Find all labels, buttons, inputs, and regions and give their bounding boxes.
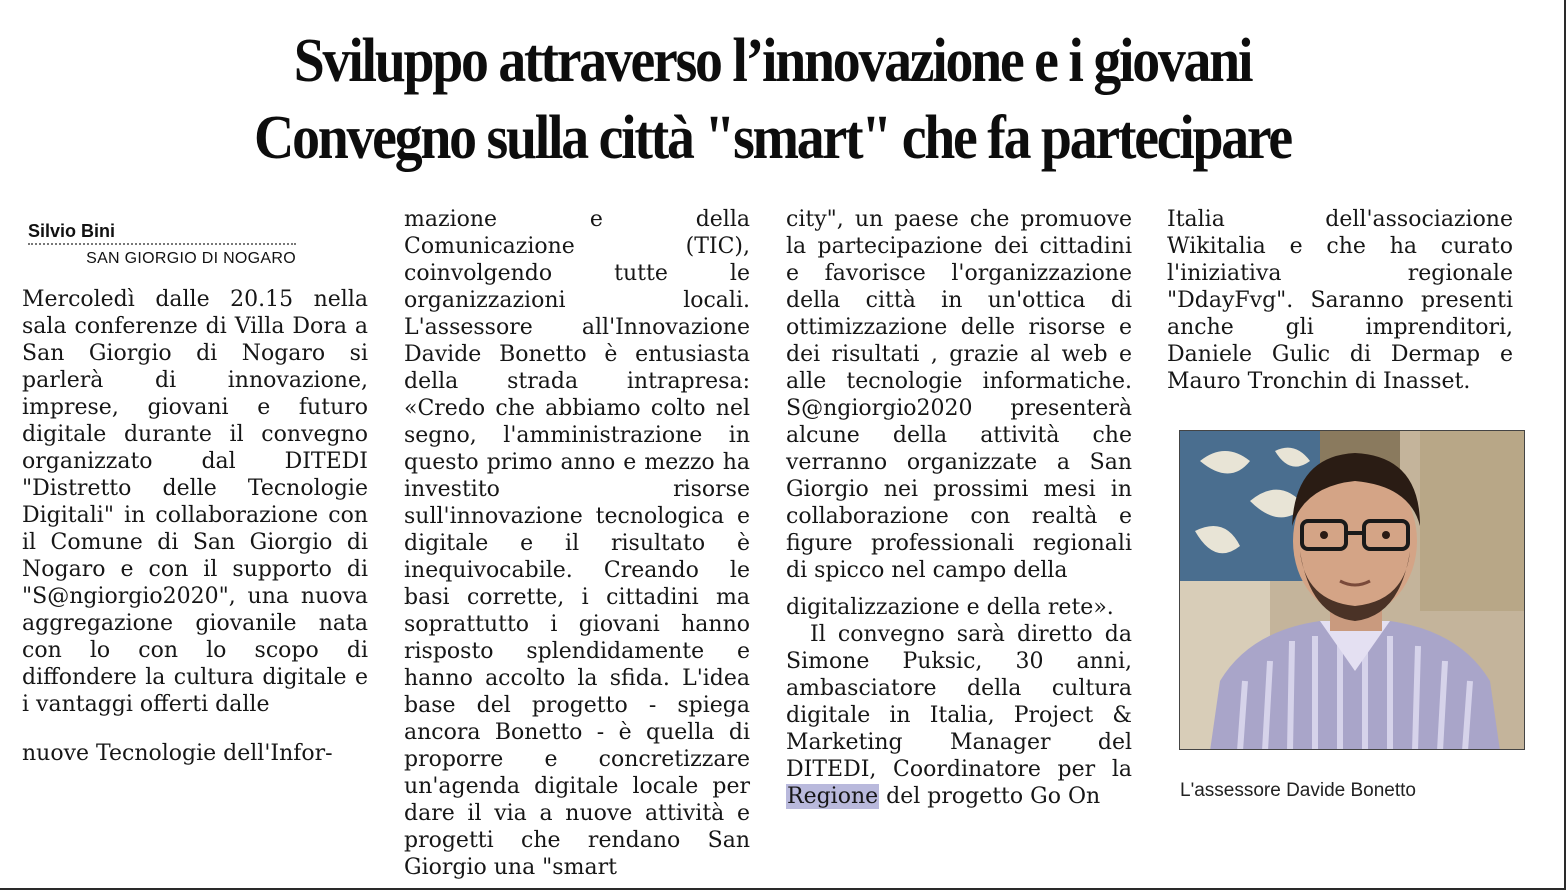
article-column-1 — [22, 286, 368, 767]
column-1-continuation: nuove Tecnologie dell'Infor- — [22, 741, 333, 766]
column-3-paragraph-2: digitalizzazione e della rete». — [786, 595, 1114, 620]
headline-line-2: Convegno sulla città "smart" che fa partecipare — [254, 104, 1291, 172]
article-column-2 — [404, 206, 750, 881]
column-3-paragraph-3 — [786, 621, 1132, 810]
column-1-paragraph: Mercoledì dalle 20.15 nella sala conferenze di Villa Dora a San Giorgio di Nogaro si parlerà di innovazione, imprese, giovani e futuro digitale durante il convegno organizzato dal DITEDI "Distretto delle Tecnologie Digitali" in collaborazione con il Comune di San Giorgio di Nogaro e con il supporto di "S@ngiorgio2020", una nuova aggregazione giovanile nata con lo con lo scopo di diffondere la cultura digitale e i vantaggi offerti dalle — [22, 287, 368, 717]
highlighted-word[interactable]: Regione — [787, 784, 879, 809]
column-4-paragraph: Italia dell'associazione Wikitalia e che ha curato l'iniziativa regionale "DdayFvg". Saranno presenti anche gli imprenditori, Daniele Gulic di Dermap e Mauro Tronchin di Inasset. — [1167, 207, 1513, 394]
byline — [28, 220, 296, 268]
article-column-4 — [1167, 206, 1513, 395]
portrait-photo — [1179, 430, 1525, 750]
article-column-3 — [786, 206, 1132, 810]
column-2-paragraph: mazione e della Comunicazione (TIC), coinvolgendo tutte le organizzazioni locali. L'assessore all'Innovazione Davide Bonetto è entusiasta della strada intrapresa: «Credo che abbiamo colto nel segno, l'amministrazione in questo primo anno e mezzo ha investito risorse sull'innovazione tecnologica e digitale e il risultato è inequivocabile. Creando le basi corrette, i cittadini ma soprattutto i giovani hanno risposto splendidamente e hanno accolto la sfida. L'idea base del progetto - spiega ancora Bonetto - è quella di proporre e concretizzare un'agenda digitale locale per dare il via a nuove attività e progetti che rendano San Giorgio una "smart — [404, 207, 750, 880]
column-3-text: Il convegno sarà diretto da Simone Puksic, 30 anni, ambasciatore della cultura digitale in Italia, Project & Marketing Manager del DITEDI, Coordinatore per la — [786, 622, 1132, 782]
headline-line-1: Sviluppo attraverso l’innovazione e i giovani — [293, 27, 1252, 95]
portrait-illustration — [1180, 431, 1525, 750]
author-name: Silvio Bini — [28, 220, 296, 245]
photo-caption: L'assessore Davide Bonetto — [1180, 780, 1416, 801]
column-3-text-end: del progetto Go On — [886, 784, 1101, 809]
column-3-paragraph-1: city", un paese che promuove la partecipazione dei cittadini e favorisce l'organizzazione della città in un'ottica di ottimizzazione delle risorse e dei risultati , grazie al web e alle tecnologie informatiche. S@ngiorgio2020 presenterà alcune della attività che verranno organizzate a San Giorgio nei prossimi mesi in collaborazione con realtà e figure professionali regionali di spicco nel campo della — [786, 207, 1132, 583]
dateline-place: SAN GIORGIO DI NOGARO — [86, 250, 296, 267]
